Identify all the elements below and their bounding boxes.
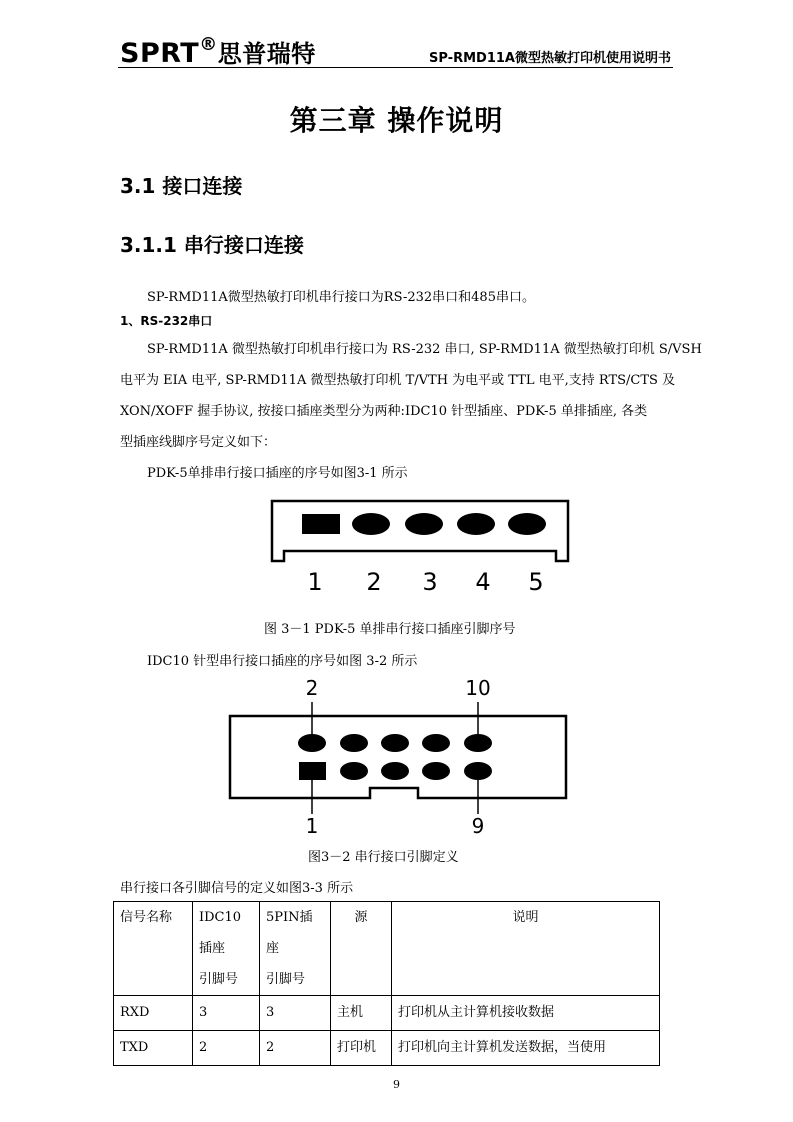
pin-round — [464, 734, 492, 752]
cell-idc-pin: 2 — [193, 1031, 260, 1066]
idc10-connector-diagram — [222, 674, 582, 839]
table-row — [114, 996, 660, 1031]
body-line: XON/XOFF 握手协议, 按接口插座类型分为两种:IDC10 针型插座、PDK-5 单排插座, 各类 — [120, 404, 648, 419]
pin-round — [457, 513, 495, 535]
pin-label-top-right: 10 — [465, 676, 491, 700]
cell-idc-pin: 3 — [193, 996, 260, 1031]
logo-chinese: 思普瑞特 — [217, 40, 316, 68]
figure-3-1-caption: 图 3－1 PDK-5 单排串行接口插座引脚序号 — [264, 622, 516, 637]
logo-latin: SPRT — [120, 38, 200, 69]
table-row — [114, 1031, 660, 1066]
pdk5-connector-diagram — [266, 495, 576, 595]
pin-label: 1 — [307, 568, 323, 595]
chapter-title: 第三章 操作说明 — [289, 104, 504, 137]
pin-label: 4 — [475, 568, 491, 595]
pin-label: 3 — [422, 568, 438, 595]
table-header-row — [114, 902, 660, 996]
signal-definition-table — [113, 901, 660, 1066]
pin-label: 5 — [528, 568, 544, 595]
body-line: 电平为 EIA 电平, SP-RMD11A 微型热敏打印机 T/VTH 为电平或 TTL 电平,支持 RTS/CTS 及 — [120, 373, 676, 388]
pin-label: 2 — [366, 568, 382, 595]
intro-paragraph: SP-RMD11A微型热敏打印机串行接口为RS-232串口和485串口。 — [147, 290, 535, 305]
header-cell: 5PIN插座 引脚号 — [260, 902, 331, 996]
pin-round — [464, 762, 492, 780]
cell-description: 打印机从主计算机接收数据 — [392, 996, 660, 1031]
pin-round — [508, 513, 546, 535]
pin-square — [302, 514, 340, 534]
brand-logo — [120, 34, 316, 69]
pin-round — [340, 762, 368, 780]
registered-mark: ® — [199, 34, 218, 55]
cell-5pin-pin: 2 — [260, 1031, 331, 1066]
header-cell: 说明 — [392, 902, 660, 996]
table-intro: 串行接口各引脚信号的定义如图3-3 所示 — [120, 881, 354, 896]
section-heading-3-1-1: 3.1.1 串行接口连接 — [120, 233, 304, 257]
section-heading-3-1: 3.1 接口连接 — [120, 174, 243, 198]
pin-round — [422, 734, 450, 752]
pin-round — [405, 513, 443, 535]
pin-label-top-left: 2 — [305, 676, 319, 700]
document-title: SP-RMD11A微型热敏打印机使用说明书 — [429, 51, 671, 66]
idc-intro: IDC10 针型串行接口插座的序号如图 3-2 所示 — [147, 654, 418, 669]
header-cell: 信号名称 — [114, 902, 193, 996]
header-cell: 源 — [331, 902, 392, 996]
cell-description: 打印机向主计算机发送数据，当使用 — [392, 1031, 660, 1066]
header-cell: IDC10插座 引脚号 — [193, 902, 260, 996]
pin-round — [352, 513, 390, 535]
pin-round — [422, 762, 450, 780]
cell-signal-name: RXD — [114, 996, 193, 1031]
pin-label-bottom-right: 9 — [471, 814, 485, 838]
pin-label-bottom-left: 1 — [305, 814, 319, 838]
body-line: SP-RMD11A 微型热敏打印机串行接口为 RS-232 串口, SP-RMD11A 微型热敏打印机 S/VSH — [147, 342, 702, 357]
pin-round — [381, 734, 409, 752]
cell-source: 主机 — [331, 996, 392, 1031]
page-number: 9 — [393, 1078, 400, 1091]
cell-signal-name: TXD — [114, 1031, 193, 1066]
list-item-rs232: 1、RS-232串口 — [120, 314, 213, 328]
pin-round — [381, 762, 409, 780]
header-rule — [118, 67, 673, 68]
cell-source: 打印机 — [331, 1031, 392, 1066]
cell-5pin-pin: 3 — [260, 996, 331, 1031]
pin-round — [298, 734, 326, 752]
pdk-intro: PDK-5单排串行接口插座的序号如图3-1 所示 — [147, 466, 408, 481]
pin-round — [340, 734, 368, 752]
figure-3-2-caption: 图3－2 串行接口引脚定义 — [308, 850, 459, 865]
pin-square — [299, 762, 326, 780]
body-line: 型插座线脚序号定义如下： — [120, 435, 277, 450]
